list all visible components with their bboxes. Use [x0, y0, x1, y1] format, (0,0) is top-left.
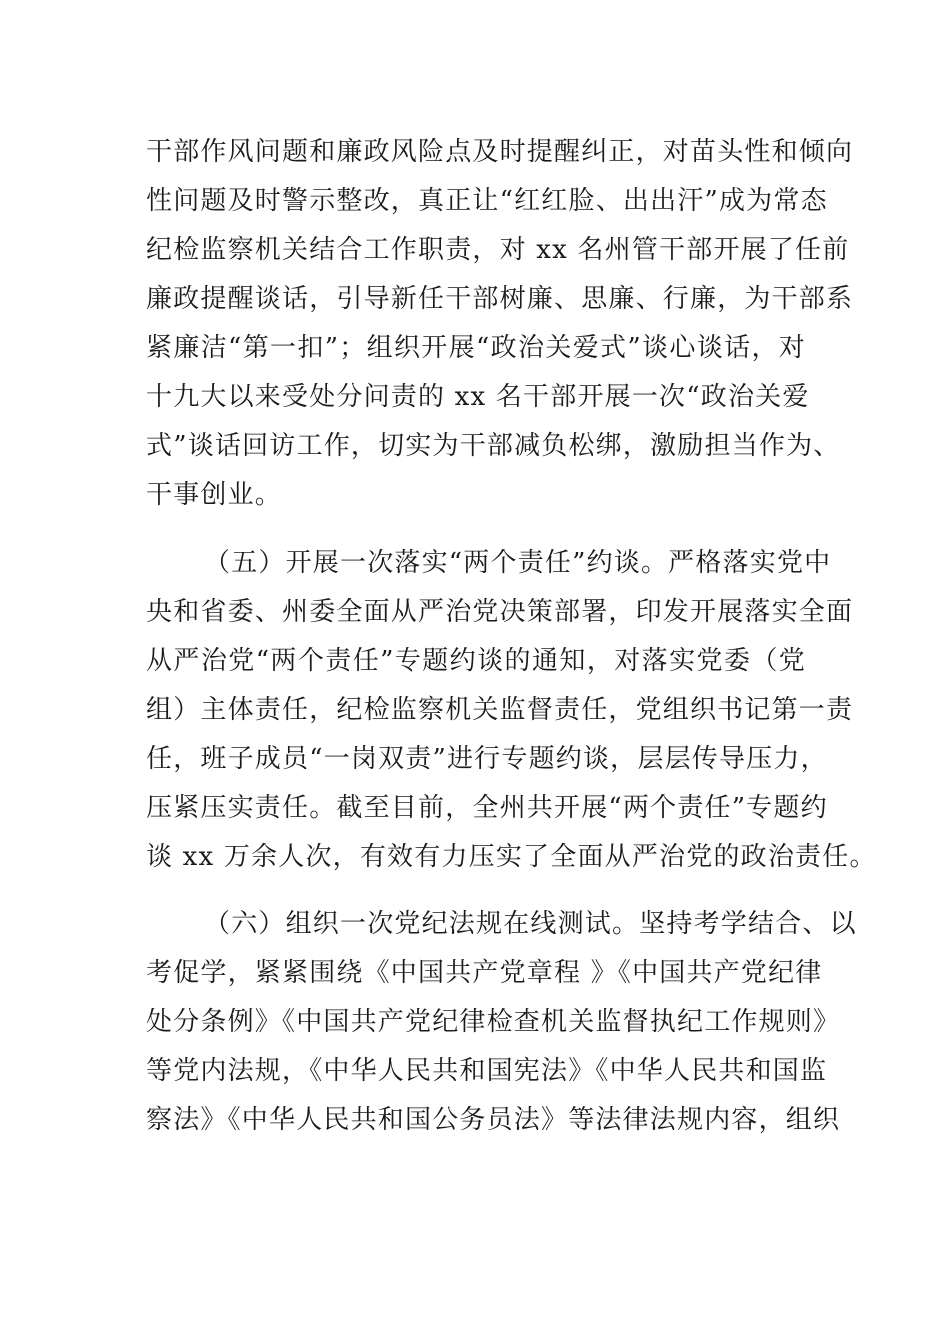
text-line: 性问题及时警示整改，真正让“红红脸、出出汗”成为常态: [146, 186, 828, 216]
text-line: 考促学，紧紧围绕《中国共产党章程 》《中国共产党纪律: [146, 958, 823, 988]
text-line: 压紧压实责任。截至目前，全州共开展“两个责任”专题约: [146, 793, 828, 823]
paragraph-section-five: [146, 539, 877, 882]
section-heading-line: （六）组织一次党纪法规在线测试。坚持考学结合、以: [204, 909, 857, 939]
text-line: 廉政提醒谈话，引导新任干部树廉、思廉、行廉，为干部系: [146, 284, 854, 314]
text-line: 任，班子成员“一岗双责”进行专题约谈，层层传导压力，: [146, 744, 828, 774]
text-line: 察法》《中华人民共和国公务员法》等法律法规内容，组织: [146, 1105, 841, 1135]
text-line: 谈 xx 万余人次，有效有力压实了全面从严治党的政治责任。: [146, 842, 877, 872]
text-line: 干事创业。: [146, 480, 283, 510]
section-heading-line: （五）开展一次落实“两个责任”约谈。严格落实党中: [204, 548, 832, 578]
text-line: 式”谈话回访工作，切实为干部减负松绑，激励担当作为、: [146, 431, 841, 461]
text-line: 处分条例》《中国共产党纪律检查机关监督执纪工作规则》: [146, 1007, 841, 1037]
text-line: 等党内法规，《中华人民共和国宪法》《中华人民共和国监: [146, 1056, 828, 1086]
text-line: 紧廉洁“第一扣”；组织开展“政治关爱式”谈心谈话，对: [146, 333, 806, 363]
text-line: 纪检监察机关结合工作职责，对 xx 名州管干部开展了任前: [146, 235, 850, 265]
text-line: 从严治党“两个责任”专题约谈的通知，对落实党委（党: [146, 646, 806, 676]
paragraph-section-six: [146, 900, 857, 1145]
text-line: 央和省委、州委全面从严治党决策部署，印发开展落实全面: [146, 597, 854, 627]
text-line: 十九大以来受处分问责的 xx 名干部开展一次“政治关爱: [146, 382, 810, 412]
text-line: 组）主体责任，纪检监察机关监督责任，党组织书记第一责: [146, 695, 854, 725]
paragraph-continuation: [146, 128, 854, 520]
text-line: 干部作风问题和廉政风险点及时提醒纠正，对苗头性和倾向: [146, 137, 854, 167]
